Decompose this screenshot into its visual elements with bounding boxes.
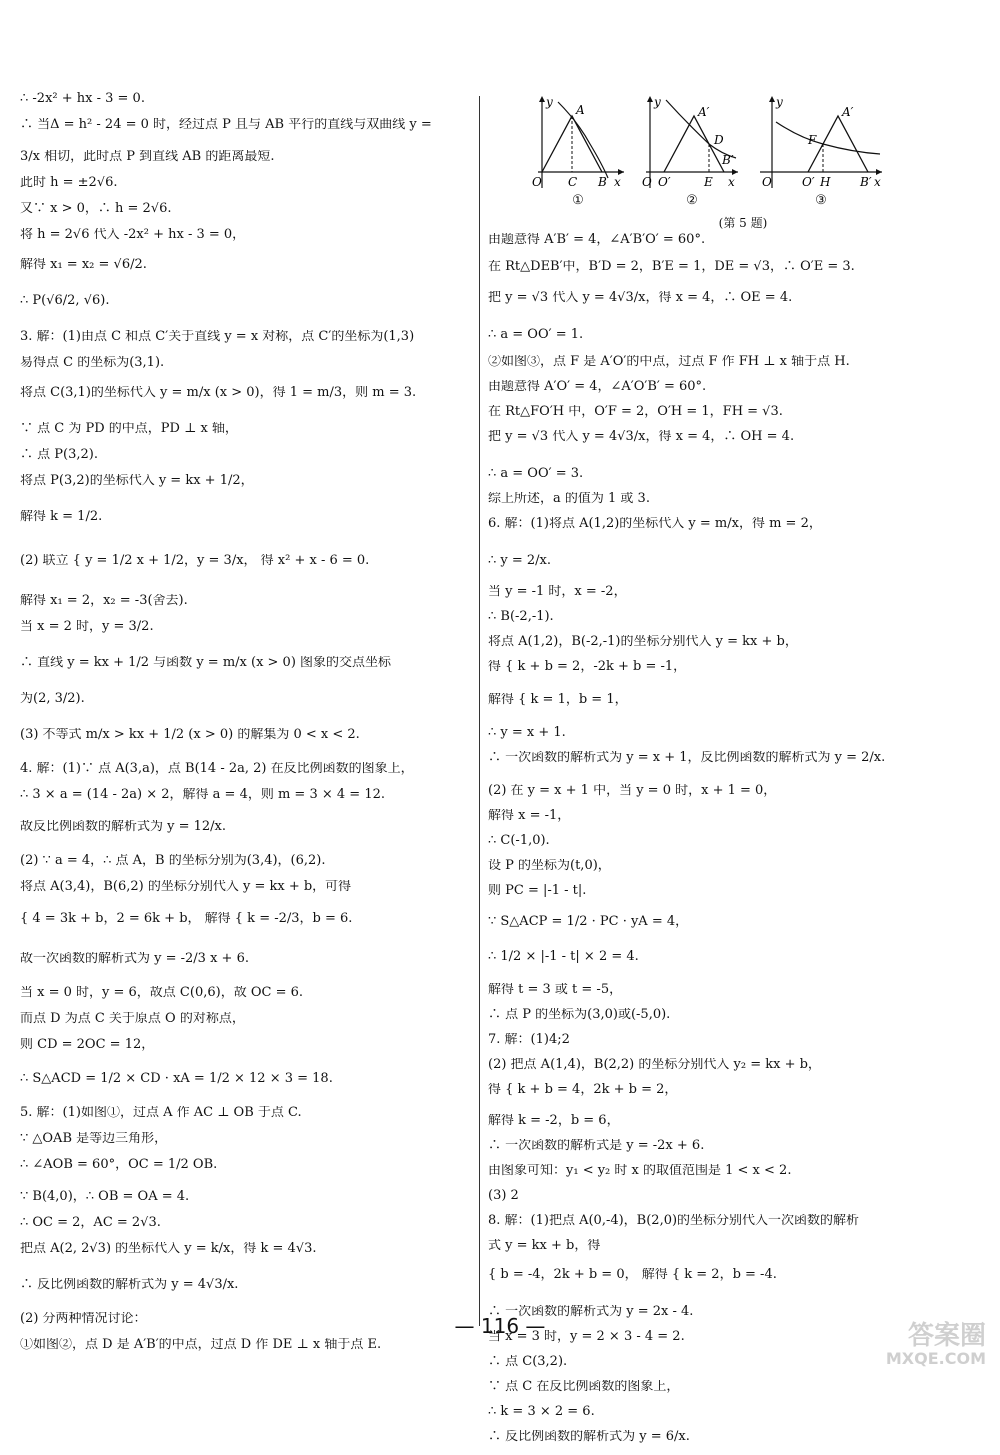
right-text-line: 则 PC = |-1 - t|. bbox=[488, 884, 587, 897]
right-text-line: ∴ y = x + 1. bbox=[488, 726, 566, 739]
watermark bbox=[808, 1322, 986, 1368]
column-divider bbox=[479, 96, 480, 1326]
right-text-line: ∴ 一次函数的解析式为 y = 2x - 4. bbox=[488, 1305, 694, 1318]
right-text-line: ∴ 反比例函数的解析式为 y = 6/x. bbox=[488, 1430, 690, 1443]
right-text-line: ∵ 点 C 在反比例函数的图象上， bbox=[488, 1380, 680, 1393]
left-text-line: 故一次函数的解析式为 y = -2/3 x + 6. bbox=[20, 952, 249, 965]
figure-2-diagram bbox=[642, 92, 742, 192]
fig2-label-x: x bbox=[728, 175, 735, 189]
right-text-line: ∴ 一次函数的解析式为 y = x + 1，反比例函数的解析式为 y = 2/x. bbox=[488, 751, 886, 764]
right-text-line: 由图象可知：y₁ < y₂ 时 x 的取值范围是 1 < x < 2. bbox=[488, 1164, 792, 1177]
left-text-line: ∵ B(4,0)，∴ OB = OA = 4. bbox=[20, 1190, 190, 1203]
fig3-label-b-prime: B′ bbox=[860, 175, 872, 189]
left-text-line: { 4 = 3k + b，2 = 6k + b， 解得 { k = -2/3，b = 6. bbox=[20, 912, 353, 925]
fig2-label-e: E bbox=[704, 175, 713, 189]
right-text-line: 得 { k + b = 2，-2k + b = -1， bbox=[488, 660, 687, 673]
left-text-line: 而点 D 为点 C 关于原点 O 的对称点， bbox=[20, 1012, 245, 1025]
fig3-label-a-prime: A′ bbox=[842, 105, 854, 119]
right-text-line: (2) 在 y = x + 1 中，当 y = 0 时，x + 1 = 0， bbox=[488, 784, 777, 797]
left-text-line: 3. 解：(1)由点 C 和点 C′关于直线 y = x 对称，点 C′的坐标为(1,3) bbox=[20, 330, 415, 343]
right-text-line: 在 Rt△FO′H 中，O′F = 2，O′H = 1，FH = √3. bbox=[488, 405, 783, 418]
fig2-label-y: y bbox=[654, 95, 661, 109]
right-text-line: 7. 解：(1)4;2 bbox=[488, 1033, 570, 1046]
right-text-line: 解得 t = 3 或 t = -5， bbox=[488, 983, 623, 996]
left-text-line: 故反比例函数的解析式为 y = 12/x. bbox=[20, 820, 227, 833]
right-text-line: 设 P 的坐标为(t,0)， bbox=[488, 859, 611, 872]
right-text-line: 当 y = -1 时，x = -2， bbox=[488, 585, 627, 598]
left-text-line: ∵ 点 C 为 PD 的中点，PD ⊥ x 轴， bbox=[20, 422, 238, 435]
fig3-label-o-prime: O′ bbox=[802, 175, 815, 189]
right-text-line: 将点 A(1,2)，B(-2,-1)的坐标分别代入 y = kx + b， bbox=[488, 635, 798, 648]
fig3-label-y: y bbox=[776, 95, 783, 109]
right-column bbox=[488, 92, 958, 1455]
right-text-line: ∴ a = OO′ = 3. bbox=[488, 467, 584, 480]
left-text-line: ①如图②，点 D 是 A′B′的中点，过点 D 作 DE ⊥ x 轴于点 E. bbox=[20, 1338, 382, 1351]
left-text-line: ∵ △OAB 是等边三角形， bbox=[20, 1132, 168, 1145]
right-text-line: (2) 把点 A(1,4)，B(2,2) 的坐标分别代入 y₂ = kx + b， bbox=[488, 1058, 821, 1071]
fig2-label-d: D bbox=[714, 133, 724, 147]
fig3-label-h: H bbox=[820, 175, 831, 189]
left-text-line: 把点 A(2, 2√3) 的坐标代入 y = k/x，得 k = 4√3. bbox=[20, 1242, 317, 1255]
fig2-label-o-prime: O′ bbox=[658, 175, 671, 189]
right-text-line: ∵ S△ACP = 1/2 · PC · yA = 4， bbox=[488, 915, 689, 928]
left-text-line: 易得点 C 的坐标为(3,1). bbox=[20, 356, 165, 369]
fig1-label-o: O bbox=[532, 175, 542, 189]
left-text-line: ∴ -2x² + hx - 3 = 0. bbox=[20, 92, 145, 105]
left-text-line: 当 x = 2 时，y = 3/2. bbox=[20, 620, 154, 633]
fig3-label-x: x bbox=[874, 175, 881, 189]
right-text-line: 综上所述，a 的值为 1 或 3. bbox=[488, 492, 650, 505]
left-text-line: ∴ 直线 y = kx + 1/2 与函数 y = m/x (x > 0) 图象的交点坐标 bbox=[20, 656, 392, 669]
figure-1-label: ① bbox=[572, 193, 584, 208]
left-text-line: 解得 k = 1/2. bbox=[20, 510, 103, 523]
figure-3-diagram bbox=[756, 92, 886, 192]
fig2-label-o: O bbox=[642, 175, 652, 189]
right-text-line: 解得 x = -1， bbox=[488, 809, 571, 822]
left-text-line: 3/x 相切，此时点 P 到直线 AB 的距离最短. bbox=[20, 150, 275, 163]
watermark-logo: 答案圈 bbox=[907, 1321, 986, 1351]
left-text-line: (2) 分两种情况讨论： bbox=[20, 1312, 147, 1325]
fig3-label-o: O bbox=[762, 175, 772, 189]
figure-3-label: ③ bbox=[815, 193, 827, 208]
left-text-line: ∴ P(√6/2, √6). bbox=[20, 294, 110, 307]
fig2-label-b-prime: B′ bbox=[722, 153, 734, 167]
left-text-line: ∴ 反比例函数的解析式为 y = 4√3/x. bbox=[20, 1278, 239, 1291]
left-text-line: (2) 联立 { y = 1/2 x + 1/2，y = 3/x， 得 x² + x - 6 = 0. bbox=[20, 554, 370, 567]
right-text-line: ∴ k = 3 × 2 = 6. bbox=[488, 1405, 595, 1418]
left-text-line: ∴ OC = 2，AC = 2√3. bbox=[20, 1216, 161, 1229]
right-text-line: 当 x = 3 时，y = 2 × 3 - 4 = 2. bbox=[488, 1330, 685, 1343]
watermark-url: MXQE.COM bbox=[885, 1349, 986, 1368]
left-text-line: 4. 解：(1)∵ 点 A(3,a)，点 B(14 - 2a, 2) 在反比例函数的图象上， bbox=[20, 762, 414, 775]
left-text-line: 将点 A(3,4)，B(6,2) 的坐标分别代入 y = kx + b，可得 bbox=[20, 880, 352, 893]
left-text-line: ∴ 点 P(3,2). bbox=[20, 448, 98, 461]
right-text-line: ∴ a = OO′ = 1. bbox=[488, 328, 584, 341]
left-text-line: 当 x = 0 时，y = 6，故点 C(0,6)，故 OC = 6. bbox=[20, 986, 303, 999]
page-number: — 116 — bbox=[454, 1314, 546, 1338]
right-text-line: ∴ 1/2 × |-1 - t| × 2 = 4. bbox=[488, 950, 639, 963]
left-text-line: ∴ 3 × a = (14 - 2a) × 2，解得 a = 4，则 m = 3 × 4 = 12. bbox=[20, 788, 385, 801]
fig1-label-y: y bbox=[546, 95, 553, 109]
fig1-label-b: B bbox=[598, 175, 607, 189]
left-text-line: ∴ 当Δ = h² - 24 = 0 时，经过点 P 且与 AB 平行的直线与双曲线 y = bbox=[20, 118, 432, 131]
figure-row bbox=[488, 92, 958, 210]
right-text-line: 由题意得 A′B′ = 4，∠A′B′O′ = 60°. bbox=[488, 233, 706, 246]
right-text-line: 由题意得 A′O′ = 4，∠A′O′B′ = 60°. bbox=[488, 380, 707, 393]
left-text-line: ∴ S△ACD = 1/2 × CD · xA = 1/2 × 12 × 3 = 18. bbox=[20, 1072, 333, 1085]
fig2-label-a-prime: A′ bbox=[698, 105, 710, 119]
left-text-line: 将 h = 2√6 代入 -2x² + hx - 3 = 0， bbox=[20, 228, 246, 241]
right-text-line: 解得 { k = 1，b = 1， bbox=[488, 693, 628, 706]
figure-caption: (第 5 题) bbox=[718, 216, 768, 230]
fig1-label-c: C bbox=[568, 175, 578, 189]
figure-2-label: ② bbox=[686, 193, 698, 208]
figure-3 bbox=[756, 92, 886, 210]
right-text-line: ∴ y = 2/x. bbox=[488, 554, 552, 567]
left-text-line: 将点 P(3,2)的坐标代入 y = kx + 1/2， bbox=[20, 474, 254, 487]
left-text-line: 解得 x₁ = x₂ = √6/2. bbox=[20, 258, 147, 271]
right-text-line: { b = -4，2k + b = 0， 解得 { k = 2，b = -4. bbox=[488, 1268, 777, 1281]
right-text-line: (3) 2 bbox=[488, 1189, 519, 1202]
left-text-line: (3) 不等式 m/x > kx + 1/2 (x > 0) 的解集为 0 < x < 2. bbox=[20, 728, 360, 741]
left-text-line: 此时 h = ±2√6. bbox=[20, 176, 118, 189]
right-text-line: 式 y = kx + b，得 bbox=[488, 1239, 601, 1252]
right-text-line: ∴ 点 C(3,2). bbox=[488, 1355, 568, 1368]
right-text-line: ∴ B(-2,-1). bbox=[488, 610, 554, 623]
right-text-line: 解得 k = -2，b = 6， bbox=[488, 1114, 620, 1127]
right-text-line: ②如图③，点 F 是 A′O′的中点，过点 F 作 FH ⊥ x 轴于点 H. bbox=[488, 355, 850, 368]
right-text-line: 得 { k + b = 4，2k + b = 2， bbox=[488, 1083, 678, 1096]
left-text-line: 则 CD = 2OC = 12， bbox=[20, 1038, 155, 1051]
figure-1 bbox=[528, 92, 628, 210]
left-text-line: 解得 x₁ = 2，x₂ = -3(舍去). bbox=[20, 594, 188, 607]
figure-1-diagram bbox=[528, 92, 628, 192]
right-text-line: 6. 解：(1)将点 A(1,2)的坐标代入 y = m/x，得 m = 2， bbox=[488, 517, 822, 530]
right-column-text bbox=[488, 233, 958, 1443]
fig1-label-a: A bbox=[576, 103, 585, 117]
right-text-line: 在 Rt△DEB′中，B′D = 2，B′E = 1，DE = √3，∴ O′E = 3. bbox=[488, 260, 855, 273]
right-text-line: ∴ 点 P 的坐标为(3,0)或(-5,0). bbox=[488, 1008, 671, 1021]
right-text-line: 8. 解：(1)把点 A(0,-4)，B(2,0)的坐标分别代入一次函数的解析 bbox=[488, 1214, 860, 1227]
right-text-line: ∴ 一次函数的解析式是 y = -2x + 6. bbox=[488, 1139, 705, 1152]
left-text-line: 5. 解：(1)如图①，过点 A 作 AC ⊥ OB 于点 C. bbox=[20, 1106, 302, 1119]
right-text-line: 把 y = √3 代入 y = 4√3/x，得 x = 4，∴ OH = 4. bbox=[488, 430, 795, 443]
left-column bbox=[20, 92, 475, 1364]
right-text-line: 把 y = √3 代入 y = 4√3/x，得 x = 4，∴ OE = 4. bbox=[488, 291, 793, 304]
left-text-line: 将点 C(3,1)的坐标代入 y = m/x (x > 0)，得 1 = m/3，则 m = 3. bbox=[20, 386, 417, 399]
left-text-line: 又∵ x > 0，∴ h = 2√6. bbox=[20, 202, 172, 215]
left-text-line: ∴ ∠AOB = 60°，OC = 1/2 OB. bbox=[20, 1158, 218, 1171]
fig1-label-x: x bbox=[614, 175, 621, 189]
left-text-line: 为(2, 3/2). bbox=[20, 692, 85, 705]
fig3-label-f: F bbox=[808, 133, 817, 147]
right-text-line: ∴ C(-1,0). bbox=[488, 834, 550, 847]
left-text-line: (2) ∵ a = 4，∴ 点 A，B 的坐标分别为(3,4)，(6,2). bbox=[20, 854, 326, 867]
figure-2 bbox=[642, 92, 742, 210]
